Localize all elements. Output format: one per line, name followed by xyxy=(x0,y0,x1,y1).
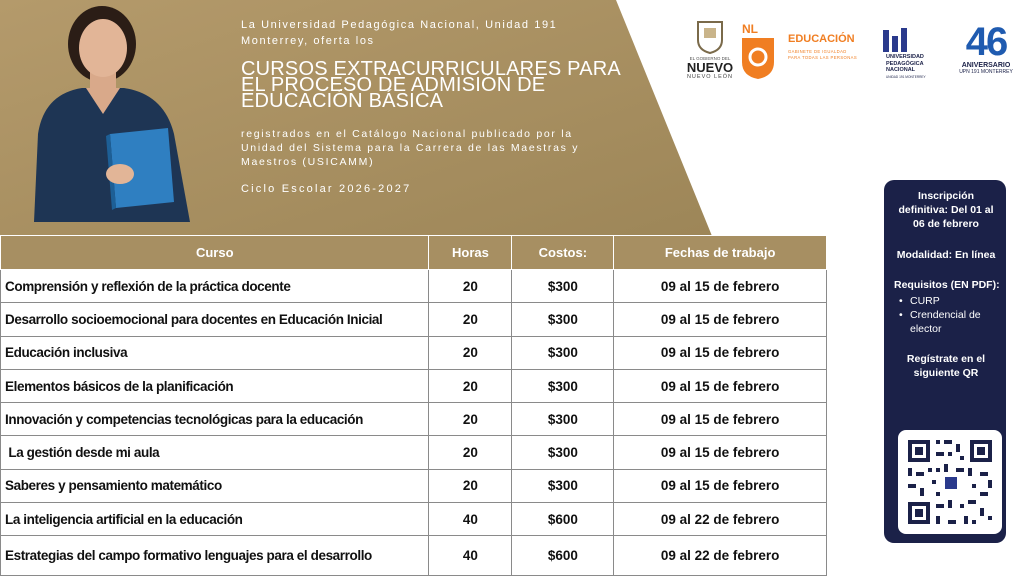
course-cost: $600 xyxy=(512,536,614,576)
course-hours: 20 xyxy=(429,303,512,336)
table-row xyxy=(1,336,827,369)
course-dates: 09 al 15 de febrero xyxy=(614,336,827,369)
modalidad-text: Modalidad: En línea xyxy=(896,249,996,261)
table-row xyxy=(1,536,827,576)
educacion-text: EDUCACIÓN xyxy=(788,33,855,45)
intro-text: La Universidad Pedagógica Nacional, Unidad 191 Monterrey, oferta los xyxy=(241,19,558,47)
course-hours: 20 xyxy=(429,436,512,469)
course-cost: $300 xyxy=(512,469,614,502)
course-dates: 09 al 15 de febrero xyxy=(614,436,827,469)
gobierno-small-text: EL GOBIERNO DEL xyxy=(689,56,731,61)
nl-shield-icon xyxy=(740,36,776,80)
table-header-row xyxy=(1,236,827,270)
header-costos: Costos: xyxy=(512,236,614,270)
courses-table xyxy=(0,235,827,576)
anniversary-sub: UPN 191 MONTERREY xyxy=(959,69,1013,75)
headline: CURSOS EXTRACURRICULARES PARA EL PROCESO DE ADMISIÓN DE EDUCACIÓN BÁSICA xyxy=(241,58,620,112)
course-dates: 09 al 15 de febrero xyxy=(614,270,827,303)
table-row xyxy=(1,469,827,502)
inscripcion-text: Inscripción definitiva: Del 01 al 06 de febrero xyxy=(898,190,994,230)
table-row xyxy=(1,403,827,436)
course-cost: $300 xyxy=(512,303,614,336)
registration-qr-code[interactable] xyxy=(898,430,1002,534)
upn-line-2: PEDAGÓGICA xyxy=(886,60,924,67)
header-fechas: Fechas de trabajo xyxy=(614,236,827,270)
course-hours: 20 xyxy=(429,336,512,369)
nl-text: NL xyxy=(742,22,758,36)
course-cost: $300 xyxy=(512,403,614,436)
table-row xyxy=(1,270,827,303)
course-hours: 20 xyxy=(429,469,512,502)
course-dates: 09 al 22 de febrero xyxy=(614,503,827,536)
requisito-item: • Crendencial de elector xyxy=(892,308,1000,336)
anniversary-logo xyxy=(956,22,1016,84)
upn-line-1: UNIVERSIDAD xyxy=(886,54,924,60)
requisito-item: • CURP xyxy=(892,294,1000,308)
registration-info-panel xyxy=(884,180,1006,543)
course-name: Saberes y pensamiento matemático xyxy=(1,469,429,502)
course-name: Comprensión y reflexión de la práctica docente xyxy=(1,270,429,303)
course-cost: $300 xyxy=(512,369,614,402)
anniversary-word: ANIVERSARIO xyxy=(961,62,1011,69)
qr-code-icon xyxy=(898,430,1002,534)
gobierno-nuevo-leon-logo xyxy=(682,20,738,86)
table-row xyxy=(1,503,827,536)
upn-emblem-icon xyxy=(882,26,908,54)
course-cost: $300 xyxy=(512,336,614,369)
table-row xyxy=(1,369,827,402)
upn-logo xyxy=(880,26,940,82)
nl-educacion-logo xyxy=(740,22,868,82)
course-hours: 40 xyxy=(429,536,512,576)
upn-small-line: UNIDAD 191 MONTERREY xyxy=(886,74,926,79)
course-name: Elementos básicos de la planificación xyxy=(1,369,429,402)
course-dates: 09 al 22 de febrero xyxy=(614,536,827,576)
course-dates: 09 al 15 de febrero xyxy=(614,403,827,436)
course-name: Innovación y competencias tecnológicas para la educación xyxy=(1,403,429,436)
course-dates: 09 al 15 de febrero xyxy=(614,369,827,402)
course-cost: $300 xyxy=(512,436,614,469)
requisitos-title: Requisitos (EN PDF): xyxy=(894,279,1000,291)
requisitos-list xyxy=(892,294,1000,336)
header-horas: Horas xyxy=(429,236,512,270)
course-name: Educación inclusiva xyxy=(1,336,429,369)
table-row xyxy=(1,303,827,336)
educacion-tagline-1: GABINETE DE IGUALDAD xyxy=(788,49,847,54)
course-dates: 09 al 15 de febrero xyxy=(614,303,827,336)
registry-text: registrados en el Catálogo Nacional publicado por la Unidad del Sistema para la Carrera de las Maestras y Maestros (USICAMM) xyxy=(241,128,580,168)
table-row xyxy=(1,436,827,469)
educacion-tagline-2: PARA TODAS LAS PERSONAS xyxy=(788,55,858,60)
anniversary-number: 46 xyxy=(965,20,1007,64)
course-cost: $600 xyxy=(512,503,614,536)
course-dates: 09 al 15 de febrero xyxy=(614,469,827,502)
course-name: La gestión desde mi aula xyxy=(1,436,429,469)
teacher-photo xyxy=(24,4,192,222)
course-hours: 20 xyxy=(429,369,512,402)
course-name: La inteligencia artificial en la educación xyxy=(1,503,429,536)
course-hours: 20 xyxy=(429,270,512,303)
registro-text: Regístrate en el siguiente QR xyxy=(906,353,986,379)
course-cost: $300 xyxy=(512,270,614,303)
course-hours: 40 xyxy=(429,503,512,536)
gobierno-big-text: NUEVO xyxy=(686,60,734,75)
school-cycle: Ciclo Escolar 2026-2027 xyxy=(241,183,412,195)
course-name: Desarrollo socioemocional para docentes en Educación Inicial xyxy=(1,303,429,336)
upn-line-3: NACIONAL xyxy=(886,67,916,73)
coat-of-arms-icon xyxy=(695,20,725,54)
header-curso: Curso xyxy=(1,236,429,270)
course-hours: 20 xyxy=(429,403,512,436)
gobierno-sub-text: NUEVO LEÓN xyxy=(686,74,734,80)
course-name: Estrategias del campo formativo lenguajes para el desarrollo xyxy=(1,536,429,576)
